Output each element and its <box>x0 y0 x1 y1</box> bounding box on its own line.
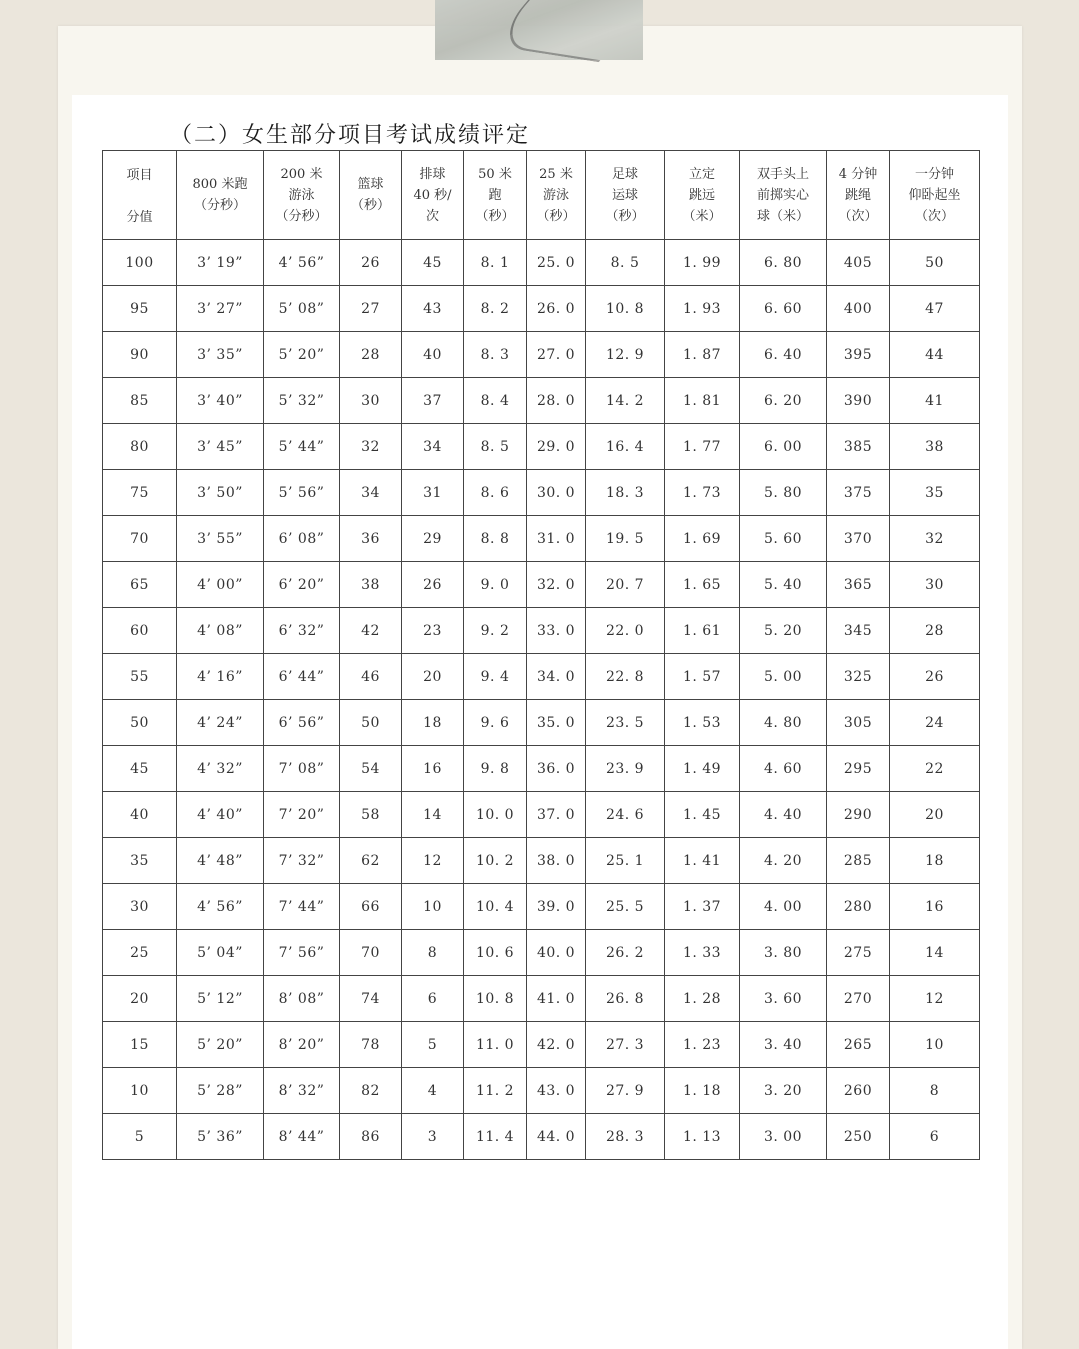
score-cell: 75 <box>103 470 177 516</box>
score-cell: 10 <box>103 1068 177 1114</box>
table-cell: 3’ 27” <box>177 286 264 332</box>
table-cell: 20 <box>890 792 980 838</box>
table-cell: 42 <box>340 608 402 654</box>
table-cell: 37 <box>402 378 464 424</box>
table-cell: 30 <box>340 378 402 424</box>
table-cell: 9. 4 <box>464 654 527 700</box>
table-row <box>103 470 980 516</box>
table-cell: 5’ 20” <box>177 1022 264 1068</box>
table-cell: 370 <box>827 516 890 562</box>
table-cell: 6 <box>890 1114 980 1160</box>
table-row <box>103 378 980 424</box>
table-cell: 47 <box>890 286 980 332</box>
table-row <box>103 930 980 976</box>
table-cell: 16 <box>890 884 980 930</box>
table-cell: 14 <box>402 792 464 838</box>
table-cell: 3’ 35” <box>177 332 264 378</box>
table-cell: 5. 80 <box>740 470 827 516</box>
table-cell: 36. 0 <box>527 746 586 792</box>
table-cell: 5. 60 <box>740 516 827 562</box>
table-cell: 6 <box>402 976 464 1022</box>
table-row <box>103 884 980 930</box>
table-cell: 5. 00 <box>740 654 827 700</box>
table-cell: 10 <box>402 884 464 930</box>
table-cell: 1. 87 <box>665 332 740 378</box>
table-cell: 34. 0 <box>527 654 586 700</box>
table-row <box>103 700 980 746</box>
table-cell: 1. 13 <box>665 1114 740 1160</box>
table-cell: 4. 80 <box>740 700 827 746</box>
table-cell: 22. 8 <box>586 654 665 700</box>
score-cell: 70 <box>103 516 177 562</box>
table-row <box>103 608 980 654</box>
table-row <box>103 1114 980 1160</box>
table-cell: 19. 5 <box>586 516 665 562</box>
table-cell: 4’ 56” <box>264 240 340 286</box>
table-cell: 7’ 44” <box>264 884 340 930</box>
table-cell: 22 <box>890 746 980 792</box>
table-cell: 10. 2 <box>464 838 527 884</box>
table-cell: 14. 2 <box>586 378 665 424</box>
table-cell: 345 <box>827 608 890 654</box>
table-cell: 16 <box>402 746 464 792</box>
table-cell: 285 <box>827 838 890 884</box>
table-cell: 25. 5 <box>586 884 665 930</box>
table-row <box>103 286 980 332</box>
table-cell: 36 <box>340 516 402 562</box>
table-cell: 7’ 08” <box>264 746 340 792</box>
table-cell: 5’ 28” <box>177 1068 264 1114</box>
column-header: 篮球 （秒） <box>340 151 402 240</box>
table-cell: 4. 60 <box>740 746 827 792</box>
table-cell: 12 <box>402 838 464 884</box>
table-row <box>103 1068 980 1114</box>
table-cell: 10. 4 <box>464 884 527 930</box>
table-cell: 6’ 44” <box>264 654 340 700</box>
table-cell: 27. 0 <box>527 332 586 378</box>
score-cell: 60 <box>103 608 177 654</box>
table-cell: 325 <box>827 654 890 700</box>
table-cell: 3. 20 <box>740 1068 827 1114</box>
score-cell: 20 <box>103 976 177 1022</box>
table-cell: 29. 0 <box>527 424 586 470</box>
table-cell: 40. 0 <box>527 930 586 976</box>
table-cell: 39. 0 <box>527 884 586 930</box>
tape-strip <box>435 0 643 60</box>
table-cell: 10. 8 <box>586 286 665 332</box>
table-cell: 66 <box>340 884 402 930</box>
table-cell: 8. 1 <box>464 240 527 286</box>
table-cell: 35. 0 <box>527 700 586 746</box>
table-cell: 41 <box>890 378 980 424</box>
table-cell: 34 <box>402 424 464 470</box>
table-cell: 26 <box>890 654 980 700</box>
table-cell: 5’ 12” <box>177 976 264 1022</box>
table-cell: 290 <box>827 792 890 838</box>
table-cell: 1. 77 <box>665 424 740 470</box>
table-cell: 265 <box>827 1022 890 1068</box>
table-cell: 6. 20 <box>740 378 827 424</box>
table-cell: 26. 2 <box>586 930 665 976</box>
column-header: 立定 跳远 （米） <box>665 151 740 240</box>
table-cell: 3 <box>402 1114 464 1160</box>
score-cell: 55 <box>103 654 177 700</box>
score-cell: 40 <box>103 792 177 838</box>
table-cell: 18 <box>890 838 980 884</box>
corner-label-item: 项目 <box>126 168 153 183</box>
table-cell: 34 <box>340 470 402 516</box>
column-header: 800 米跑 （分秒） <box>177 151 264 240</box>
table-cell: 1. 33 <box>665 930 740 976</box>
table-cell: 1. 99 <box>665 240 740 286</box>
table-cell: 1. 65 <box>665 562 740 608</box>
table-cell: 78 <box>340 1022 402 1068</box>
table-cell: 1. 23 <box>665 1022 740 1068</box>
table-cell: 1. 53 <box>665 700 740 746</box>
table-cell: 70 <box>340 930 402 976</box>
score-cell: 45 <box>103 746 177 792</box>
column-header: 足球 运球 （秒） <box>586 151 665 240</box>
corner-label-score: 分值 <box>126 210 153 225</box>
table-cell: 8. 5 <box>586 240 665 286</box>
table-cell: 28 <box>890 608 980 654</box>
table-cell: 35 <box>890 470 980 516</box>
table-row <box>103 746 980 792</box>
table-cell: 8’ 08” <box>264 976 340 1022</box>
table-cell: 24 <box>890 700 980 746</box>
table-cell: 11. 4 <box>464 1114 527 1160</box>
table-cell: 7’ 20” <box>264 792 340 838</box>
table-cell: 4’ 32” <box>177 746 264 792</box>
table-cell: 58 <box>340 792 402 838</box>
table-cell: 3’ 55” <box>177 516 264 562</box>
table-cell: 12 <box>890 976 980 1022</box>
table-cell: 1. 69 <box>665 516 740 562</box>
table-cell: 25. 0 <box>527 240 586 286</box>
table-cell: 250 <box>827 1114 890 1160</box>
table-cell: 6. 00 <box>740 424 827 470</box>
table-row <box>103 792 980 838</box>
score-cell: 50 <box>103 700 177 746</box>
table-cell: 23 <box>402 608 464 654</box>
table-cell: 1. 57 <box>665 654 740 700</box>
table-cell: 40 <box>402 332 464 378</box>
table-cell: 10. 0 <box>464 792 527 838</box>
table-row <box>103 654 980 700</box>
table-cell: 260 <box>827 1068 890 1114</box>
score-cell: 25 <box>103 930 177 976</box>
table-cell: 12. 9 <box>586 332 665 378</box>
table-cell: 1. 81 <box>665 378 740 424</box>
table-row <box>103 976 980 1022</box>
table-cell: 5’ 36” <box>177 1114 264 1160</box>
table-cell: 375 <box>827 470 890 516</box>
table-cell: 4’ 08” <box>177 608 264 654</box>
table-cell: 4’ 24” <box>177 700 264 746</box>
table-cell: 9. 2 <box>464 608 527 654</box>
table-row <box>103 516 980 562</box>
table-cell: 44. 0 <box>527 1114 586 1160</box>
table-cell: 3’ 50” <box>177 470 264 516</box>
table-cell: 4. 20 <box>740 838 827 884</box>
score-cell: 90 <box>103 332 177 378</box>
table-row <box>103 1022 980 1068</box>
table-cell: 4’ 56” <box>177 884 264 930</box>
table-cell: 9. 8 <box>464 746 527 792</box>
table-row <box>103 838 980 884</box>
table-row <box>103 332 980 378</box>
table-cell: 62 <box>340 838 402 884</box>
table-cell: 6’ 08” <box>264 516 340 562</box>
column-header: 一分钟 仰卧起坐 （次） <box>890 151 980 240</box>
table-cell: 45 <box>402 240 464 286</box>
table-cell: 10. 6 <box>464 930 527 976</box>
table-cell: 1. 93 <box>665 286 740 332</box>
column-header: 50 米 跑 （秒） <box>464 151 527 240</box>
table-cell: 43 <box>402 286 464 332</box>
table-cell: 27. 3 <box>586 1022 665 1068</box>
table-cell: 23. 9 <box>586 746 665 792</box>
table-cell: 25. 1 <box>586 838 665 884</box>
table-cell: 295 <box>827 746 890 792</box>
table-cell: 9. 0 <box>464 562 527 608</box>
table-cell: 26. 8 <box>586 976 665 1022</box>
table-cell: 8. 6 <box>464 470 527 516</box>
table-cell: 390 <box>827 378 890 424</box>
table-cell: 5’ 08” <box>264 286 340 332</box>
table-cell: 10 <box>890 1022 980 1068</box>
table-cell: 3. 40 <box>740 1022 827 1068</box>
table-cell: 400 <box>827 286 890 332</box>
table-cell: 4. 40 <box>740 792 827 838</box>
tape-crease <box>490 0 642 62</box>
table-cell: 26. 0 <box>527 286 586 332</box>
table-cell: 1. 61 <box>665 608 740 654</box>
table-cell: 37. 0 <box>527 792 586 838</box>
table-cell: 20. 7 <box>586 562 665 608</box>
table-cell: 5’ 56” <box>264 470 340 516</box>
table-cell: 8. 4 <box>464 378 527 424</box>
table-cell: 26 <box>402 562 464 608</box>
table-cell: 5’ 20” <box>264 332 340 378</box>
table-cell: 32. 0 <box>527 562 586 608</box>
table-cell: 385 <box>827 424 890 470</box>
table-cell: 54 <box>340 746 402 792</box>
table-cell: 4’ 00” <box>177 562 264 608</box>
table-cell: 86 <box>340 1114 402 1160</box>
table-cell: 8. 5 <box>464 424 527 470</box>
table-cell: 3. 60 <box>740 976 827 1022</box>
table-cell: 31 <box>402 470 464 516</box>
table-cell: 1. 73 <box>665 470 740 516</box>
table-cell: 3’ 45” <box>177 424 264 470</box>
table-row <box>103 240 980 286</box>
table-cell: 5’ 32” <box>264 378 340 424</box>
table-cell: 5’ 44” <box>264 424 340 470</box>
table-row <box>103 562 980 608</box>
table-cell: 7’ 32” <box>264 838 340 884</box>
table-cell: 10. 8 <box>464 976 527 1022</box>
table-cell: 43. 0 <box>527 1068 586 1114</box>
column-header: 4 分钟 跳绳 （次） <box>827 151 890 240</box>
table-cell: 1. 18 <box>665 1068 740 1114</box>
table-cell: 27. 9 <box>586 1068 665 1114</box>
table-cell: 1. 45 <box>665 792 740 838</box>
table-cell: 23. 5 <box>586 700 665 746</box>
table-cell: 5. 20 <box>740 608 827 654</box>
table-cell: 8’ 20” <box>264 1022 340 1068</box>
table-cell: 27 <box>340 286 402 332</box>
table-cell: 14 <box>890 930 980 976</box>
table-cell: 5. 40 <box>740 562 827 608</box>
table-cell: 38 <box>340 562 402 608</box>
column-header: 25 米 游泳 （秒） <box>527 151 586 240</box>
table-cell: 46 <box>340 654 402 700</box>
table-cell: 32 <box>890 516 980 562</box>
table-cell: 6. 80 <box>740 240 827 286</box>
score-table <box>102 150 980 1160</box>
table-cell: 44 <box>890 332 980 378</box>
table-cell: 24. 6 <box>586 792 665 838</box>
table-cell: 4’ 40” <box>177 792 264 838</box>
header-row <box>103 151 980 240</box>
score-cell: 30 <box>103 884 177 930</box>
page-title: （二）女生部分项目考试成绩评定 <box>170 123 531 148</box>
table-cell: 6. 60 <box>740 286 827 332</box>
table-cell: 3’ 40” <box>177 378 264 424</box>
table-cell: 4. 00 <box>740 884 827 930</box>
table-cell: 31. 0 <box>527 516 586 562</box>
table-cell: 4’ 48” <box>177 838 264 884</box>
table-cell: 3. 80 <box>740 930 827 976</box>
table-cell: 8’ 32” <box>264 1068 340 1114</box>
table-cell: 38 <box>890 424 980 470</box>
score-cell: 85 <box>103 378 177 424</box>
table-body <box>103 240 980 1160</box>
corner-header-cell <box>103 151 177 240</box>
table-cell: 41. 0 <box>527 976 586 1022</box>
table-cell: 18. 3 <box>586 470 665 516</box>
table-cell: 74 <box>340 976 402 1022</box>
table-cell: 33. 0 <box>527 608 586 654</box>
table-cell: 3’ 19” <box>177 240 264 286</box>
table-cell: 365 <box>827 562 890 608</box>
table-cell: 1. 37 <box>665 884 740 930</box>
table-cell: 1. 49 <box>665 746 740 792</box>
table-cell: 8 <box>402 930 464 976</box>
table-cell: 50 <box>890 240 980 286</box>
table-row <box>103 424 980 470</box>
table-cell: 3. 00 <box>740 1114 827 1160</box>
table-cell: 20 <box>402 654 464 700</box>
table-cell: 50 <box>340 700 402 746</box>
table-cell: 275 <box>827 930 890 976</box>
table-cell: 6’ 32” <box>264 608 340 654</box>
table-cell: 4 <box>402 1068 464 1114</box>
table-cell: 32 <box>340 424 402 470</box>
table-cell: 42. 0 <box>527 1022 586 1068</box>
table-cell: 8. 3 <box>464 332 527 378</box>
table-cell: 28 <box>340 332 402 378</box>
table-cell: 8. 8 <box>464 516 527 562</box>
score-cell: 35 <box>103 838 177 884</box>
table-cell: 30. 0 <box>527 470 586 516</box>
score-cell: 15 <box>103 1022 177 1068</box>
score-cell: 100 <box>103 240 177 286</box>
table-cell: 5’ 04” <box>177 930 264 976</box>
table-cell: 270 <box>827 976 890 1022</box>
table-cell: 305 <box>827 700 890 746</box>
score-cell: 65 <box>103 562 177 608</box>
table-cell: 395 <box>827 332 890 378</box>
table-cell: 280 <box>827 884 890 930</box>
table-cell: 30 <box>890 562 980 608</box>
table-cell: 28. 3 <box>586 1114 665 1160</box>
table-cell: 9. 6 <box>464 700 527 746</box>
table-cell: 7’ 56” <box>264 930 340 976</box>
table-cell: 8 <box>890 1068 980 1114</box>
column-header: 排球 40 秒/ 次 <box>402 151 464 240</box>
column-header: 双手头上 前掷实心 球（米） <box>740 151 827 240</box>
table-cell: 1. 28 <box>665 976 740 1022</box>
table-cell: 29 <box>402 516 464 562</box>
table-cell: 6. 40 <box>740 332 827 378</box>
column-header: 200 米 游泳 （分秒） <box>264 151 340 240</box>
score-cell: 95 <box>103 286 177 332</box>
table-cell: 22. 0 <box>586 608 665 654</box>
table-cell: 28. 0 <box>527 378 586 424</box>
table-cell: 8’ 44” <box>264 1114 340 1160</box>
score-cell: 80 <box>103 424 177 470</box>
table-cell: 38. 0 <box>527 838 586 884</box>
table-cell: 16. 4 <box>586 424 665 470</box>
table-cell: 5 <box>402 1022 464 1068</box>
table-cell: 8. 2 <box>464 286 527 332</box>
table-cell: 6’ 56” <box>264 700 340 746</box>
score-cell: 5 <box>103 1114 177 1160</box>
table-cell: 4’ 16” <box>177 654 264 700</box>
table-cell: 405 <box>827 240 890 286</box>
table-cell: 11. 0 <box>464 1022 527 1068</box>
table-cell: 11. 2 <box>464 1068 527 1114</box>
table-cell: 26 <box>340 240 402 286</box>
table-cell: 82 <box>340 1068 402 1114</box>
table-cell: 18 <box>402 700 464 746</box>
table-cell: 6’ 20” <box>264 562 340 608</box>
table-cell: 1. 41 <box>665 838 740 884</box>
